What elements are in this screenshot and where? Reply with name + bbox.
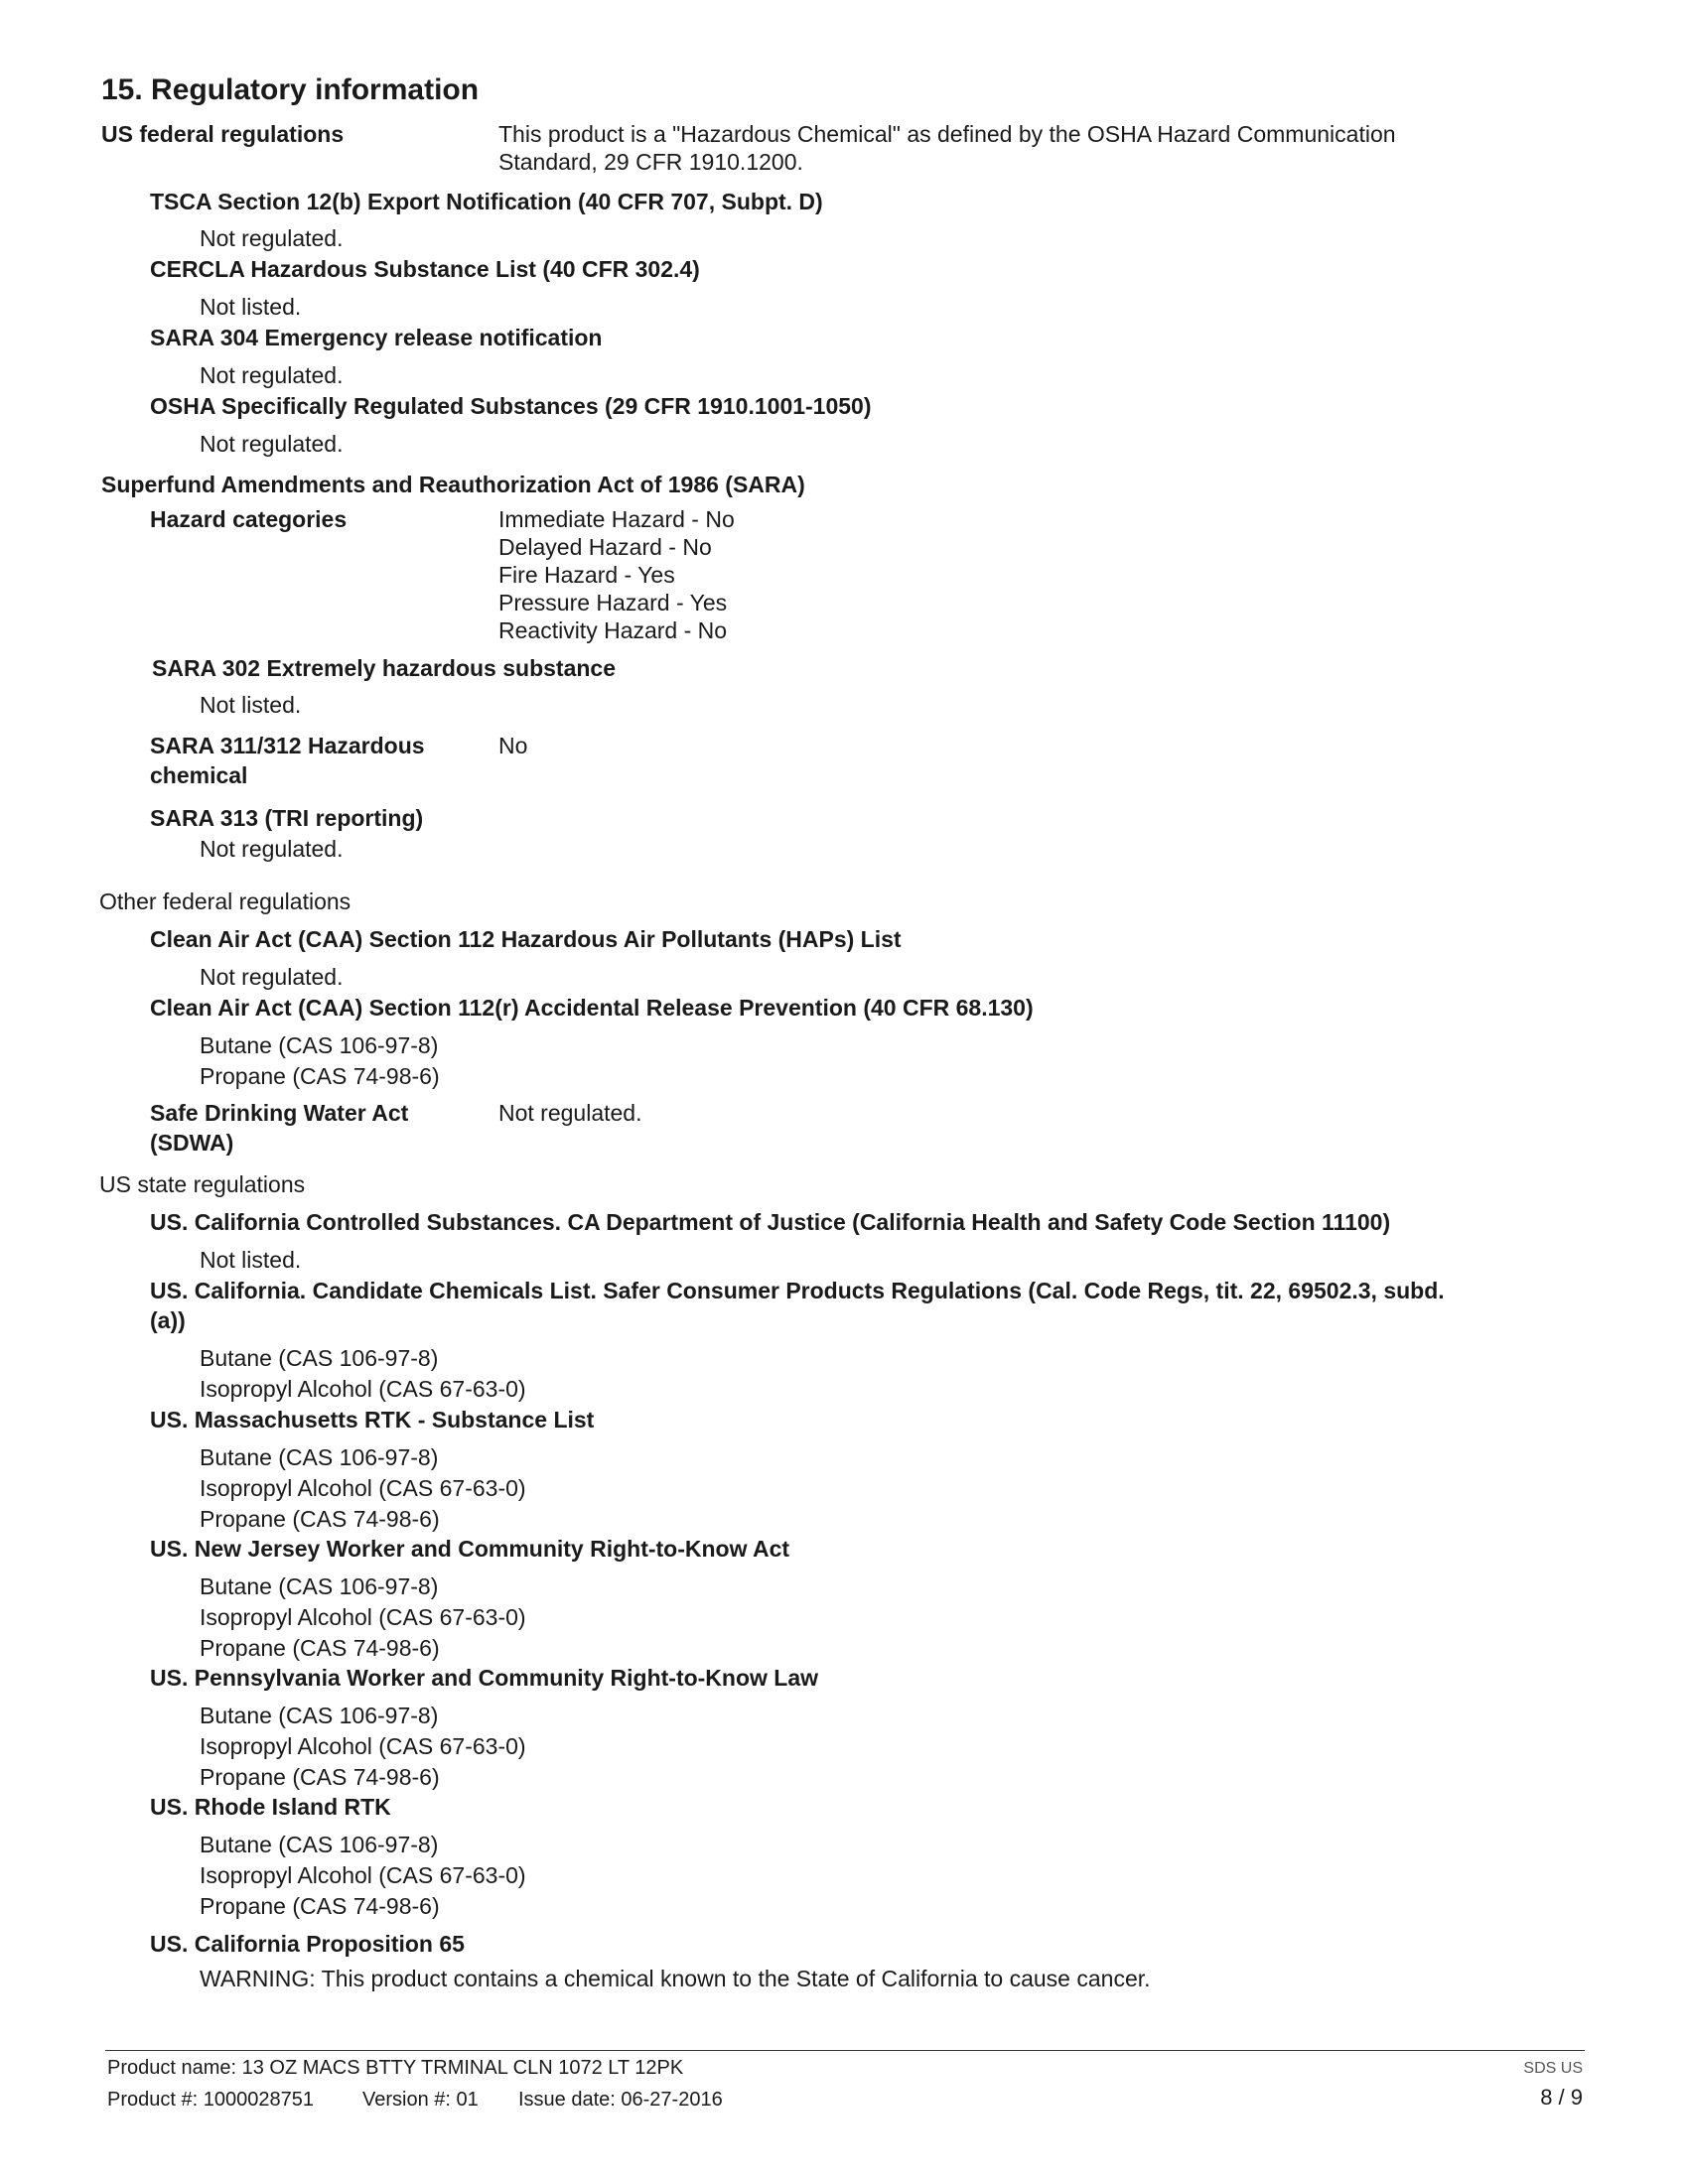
us-state-label: US state regulations — [99, 1171, 306, 1197]
ri-item: Butane (CAS 106-97-8) — [200, 1832, 439, 1857]
ma-heading: US. Massachusetts RTK - Substance List — [150, 1407, 595, 1433]
cercla-heading: CERCLA Hazardous Substance List (40 CFR 302.4) — [150, 256, 700, 282]
tsca-value: Not regulated. — [200, 225, 344, 251]
sara313-value: Not regulated. — [200, 836, 344, 862]
sdwa-label-2: (SDWA) — [150, 1130, 234, 1156]
sara302-heading: SARA 302 Extremely hazardous substance — [152, 655, 616, 681]
nj-item: Propane (CAS 74-98-6) — [200, 1635, 440, 1661]
ca-candidate-item: Butane (CAS 106-97-8) — [200, 1345, 439, 1371]
us-federal-text-1: This product is a "Hazardous Chemical" as defined by the OSHA Hazard Communication — [498, 121, 1396, 147]
caa112r-item: Butane (CAS 106-97-8) — [200, 1032, 439, 1058]
ri-heading: US. Rhode Island RTK — [150, 1794, 391, 1820]
sara313-heading: SARA 313 (TRI reporting) — [150, 805, 424, 831]
nj-item: Isopropyl Alcohol (CAS 67-63-0) — [200, 1604, 526, 1630]
us-federal-text-2: Standard, 29 CFR 1910.1200. — [498, 149, 803, 175]
osha-heading: OSHA Specifically Regulated Substances (29 CFR 1910.1001-1050) — [150, 393, 872, 419]
footer-issue-date: Issue date: 06-27-2016 — [518, 2089, 723, 2111]
tsca-heading: TSCA Section 12(b) Export Notification (40 CFR 707, Subpt. D) — [150, 189, 823, 214]
nj-item: Butane (CAS 106-97-8) — [200, 1573, 439, 1599]
footer-product-name: Product name: 13 OZ MACS BTTY TRMINAL CLN 1072 LT 12PK — [107, 2057, 684, 2079]
sara304-value: Not regulated. — [200, 362, 344, 388]
caa112-value: Not regulated. — [200, 964, 344, 990]
footer-page-number: 8 / 9 — [1540, 2085, 1583, 2110]
ca-controlled-value: Not listed. — [200, 1247, 302, 1273]
footer-version: Version #: 01 — [362, 2089, 479, 2111]
cercla-value: Not listed. — [200, 294, 302, 320]
ca-candidate-heading-1: US. California. Candidate Chemicals List. Safer Consumer Products Regulations (Cal. Code Regs, tit. 22, 69502.3, subd. — [150, 1278, 1445, 1303]
ca-candidate-heading-2: (a)) — [150, 1307, 186, 1333]
hazard-category: Reactivity Hazard - No — [498, 617, 728, 643]
caa112-heading: Clean Air Act (CAA) Section 112 Hazardous Air Pollutants (HAPs) List — [150, 926, 902, 952]
prop65-heading: US. California Proposition 65 — [150, 1931, 465, 1957]
footer-divider — [105, 2050, 1585, 2051]
us-federal-label: US federal regulations — [101, 121, 345, 147]
section-title: 15. Regulatory information — [101, 73, 480, 106]
nj-heading: US. New Jersey Worker and Community Right-to-Know Act — [150, 1536, 790, 1562]
sara311-value: No — [498, 733, 528, 758]
footer-doc-type: SDS US — [1523, 2060, 1583, 2077]
pa-heading: US. Pennsylvania Worker and Community Right-to-Know Law — [150, 1665, 819, 1691]
ca-controlled-heading: US. California Controlled Substances. CA Department of Justice (California Health and Safety Code Section 11100) — [150, 1209, 1391, 1235]
ri-item: Propane (CAS 74-98-6) — [200, 1893, 440, 1919]
sara311-label-2: chemical — [150, 762, 248, 788]
osha-value: Not regulated. — [200, 431, 344, 457]
sdwa-value: Not regulated. — [498, 1100, 642, 1126]
hazard-categories-label: Hazard categories — [150, 506, 348, 532]
hazard-category: Pressure Hazard - Yes — [498, 590, 728, 615]
hazard-category: Fire Hazard - Yes — [498, 562, 675, 588]
sara304-heading: SARA 304 Emergency release notification — [150, 325, 603, 350]
other-federal-label: Other federal regulations — [99, 888, 352, 914]
sara311-label-1: SARA 311/312 Hazardous — [150, 733, 425, 758]
pa-item: Isopropyl Alcohol (CAS 67-63-0) — [200, 1733, 526, 1759]
ma-item: Isopropyl Alcohol (CAS 67-63-0) — [200, 1475, 526, 1501]
prop65-value: WARNING: This product contains a chemical known to the State of California to cause cancer. — [200, 1966, 1151, 1991]
hazard-category: Immediate Hazard - No — [498, 506, 735, 532]
ri-item: Isopropyl Alcohol (CAS 67-63-0) — [200, 1862, 526, 1888]
sara302-value: Not listed. — [200, 692, 302, 718]
ca-candidate-item: Isopropyl Alcohol (CAS 67-63-0) — [200, 1376, 526, 1402]
pa-item: Butane (CAS 106-97-8) — [200, 1703, 439, 1728]
sara-heading: Superfund Amendments and Reauthorization Act of 1986 (SARA) — [101, 472, 805, 497]
pa-item: Propane (CAS 74-98-6) — [200, 1764, 440, 1790]
ma-item: Butane (CAS 106-97-8) — [200, 1444, 439, 1470]
caa112r-heading: Clean Air Act (CAA) Section 112(r) Accidental Release Prevention (40 CFR 68.130) — [150, 995, 1034, 1021]
hazard-category: Delayed Hazard - No — [498, 534, 712, 560]
ma-item: Propane (CAS 74-98-6) — [200, 1506, 440, 1532]
caa112r-item: Propane (CAS 74-98-6) — [200, 1063, 440, 1089]
sdwa-label-1: Safe Drinking Water Act — [150, 1100, 409, 1126]
footer-product-number: Product #: 1000028751 — [107, 2089, 314, 2111]
